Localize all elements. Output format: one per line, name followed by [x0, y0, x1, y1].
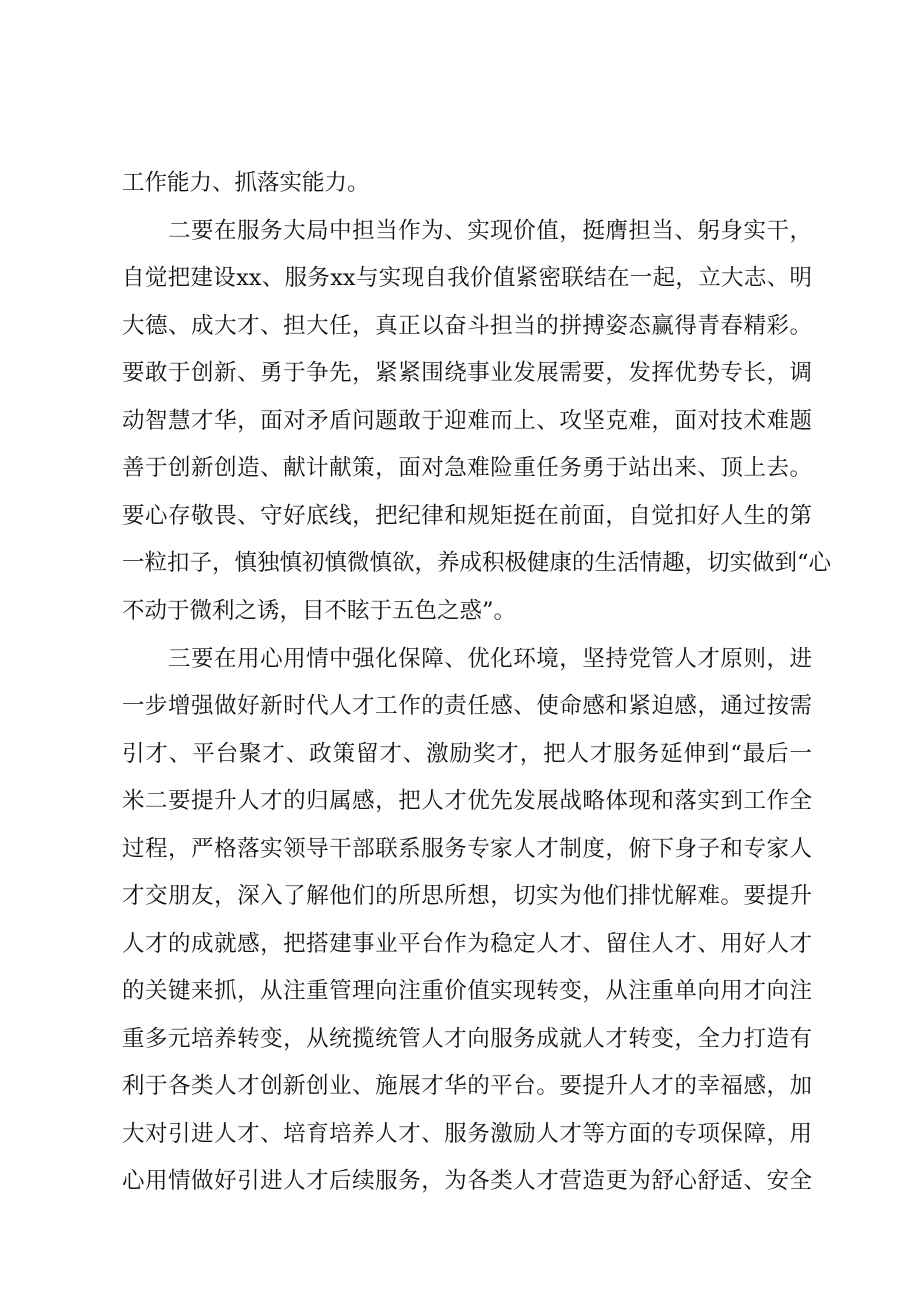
- text-line: 一步增强做好新时代人才工作的责任感、使命感和紧迫感，通过按需: [122, 693, 812, 719]
- text-line: 过程，严格落实领导干部联系服务专家人才制度，俯下身子和专家人: [122, 836, 812, 862]
- text-line: 引才、平台聚才、政策留才、激励奖才，把人才服务延伸到“最后一: [122, 741, 812, 767]
- text-line: 心用情做好引进人才后续服务，为各类人才营造更为舒心舒适、安全: [122, 1168, 812, 1194]
- text-line: 动智慧才华，面对矛盾问题敢于迎难而上、攻坚克难，面对技术难题: [122, 408, 812, 434]
- text-line: 自觉把建设xx、服务xx与实现自我价值紧密联结在一起，立大志、明: [122, 265, 812, 291]
- text-line: 不动于微利之诱，目不眩于五色之惑”。: [122, 598, 517, 624]
- text-line: 大德、成大才、担大任，真正以奋斗担当的拼搏姿态赢得青春精彩。: [122, 313, 812, 339]
- text-line: 利于各类人才创新创业、施展才华的平台。要提升人才的幸福感，加: [122, 1073, 812, 1099]
- text-line: 要敢于创新、勇于争先，紧紧围绕事业发展需要，发挥优势专长，调: [122, 360, 812, 386]
- text-line: 的关键来抓，从注重管理向注重价值实现转变，从注重单向用才向注: [122, 978, 812, 1004]
- text-line: 米二要提升人才的归属感，把人才优先发展战略体现和落实到工作全: [122, 788, 812, 814]
- text-line: 一粒扣子，慎独慎初慎微慎欲，养成积极健康的生活情趣，切实做到“心: [122, 550, 832, 576]
- text-line: 才交朋友，深入了解他们的所思所想，切实为他们排忧解难。要提升: [122, 883, 812, 909]
- text-line: 善于创新创造、献计献策，面对急难险重任务勇于站出来、顶上去。: [122, 455, 812, 481]
- text-line: 要心存敬畏、守好底线，把纪律和规矩挺在前面，自觉扣好人生的第: [122, 503, 812, 529]
- text-line: 人才的成就感，把搭建事业平台作为稳定人才、留住人才、用好人才: [122, 931, 812, 957]
- text-line: 二要在服务大局中担当作为、实现价值，挺膺担当、躬身实干，: [168, 218, 812, 244]
- text-line: 三要在用心用情中强化保障、优化环境，坚持党管人才原则，进: [168, 646, 812, 672]
- text-line: 工作能力、抓落实能力。: [122, 170, 370, 196]
- text-line: 重多元培养转变，从统揽统管人才向服务成就人才转变，全力打造有: [122, 1026, 812, 1052]
- text-line: 大对引进人才、培育培养人才、服务激励人才等方面的专项保障，用: [122, 1121, 812, 1147]
